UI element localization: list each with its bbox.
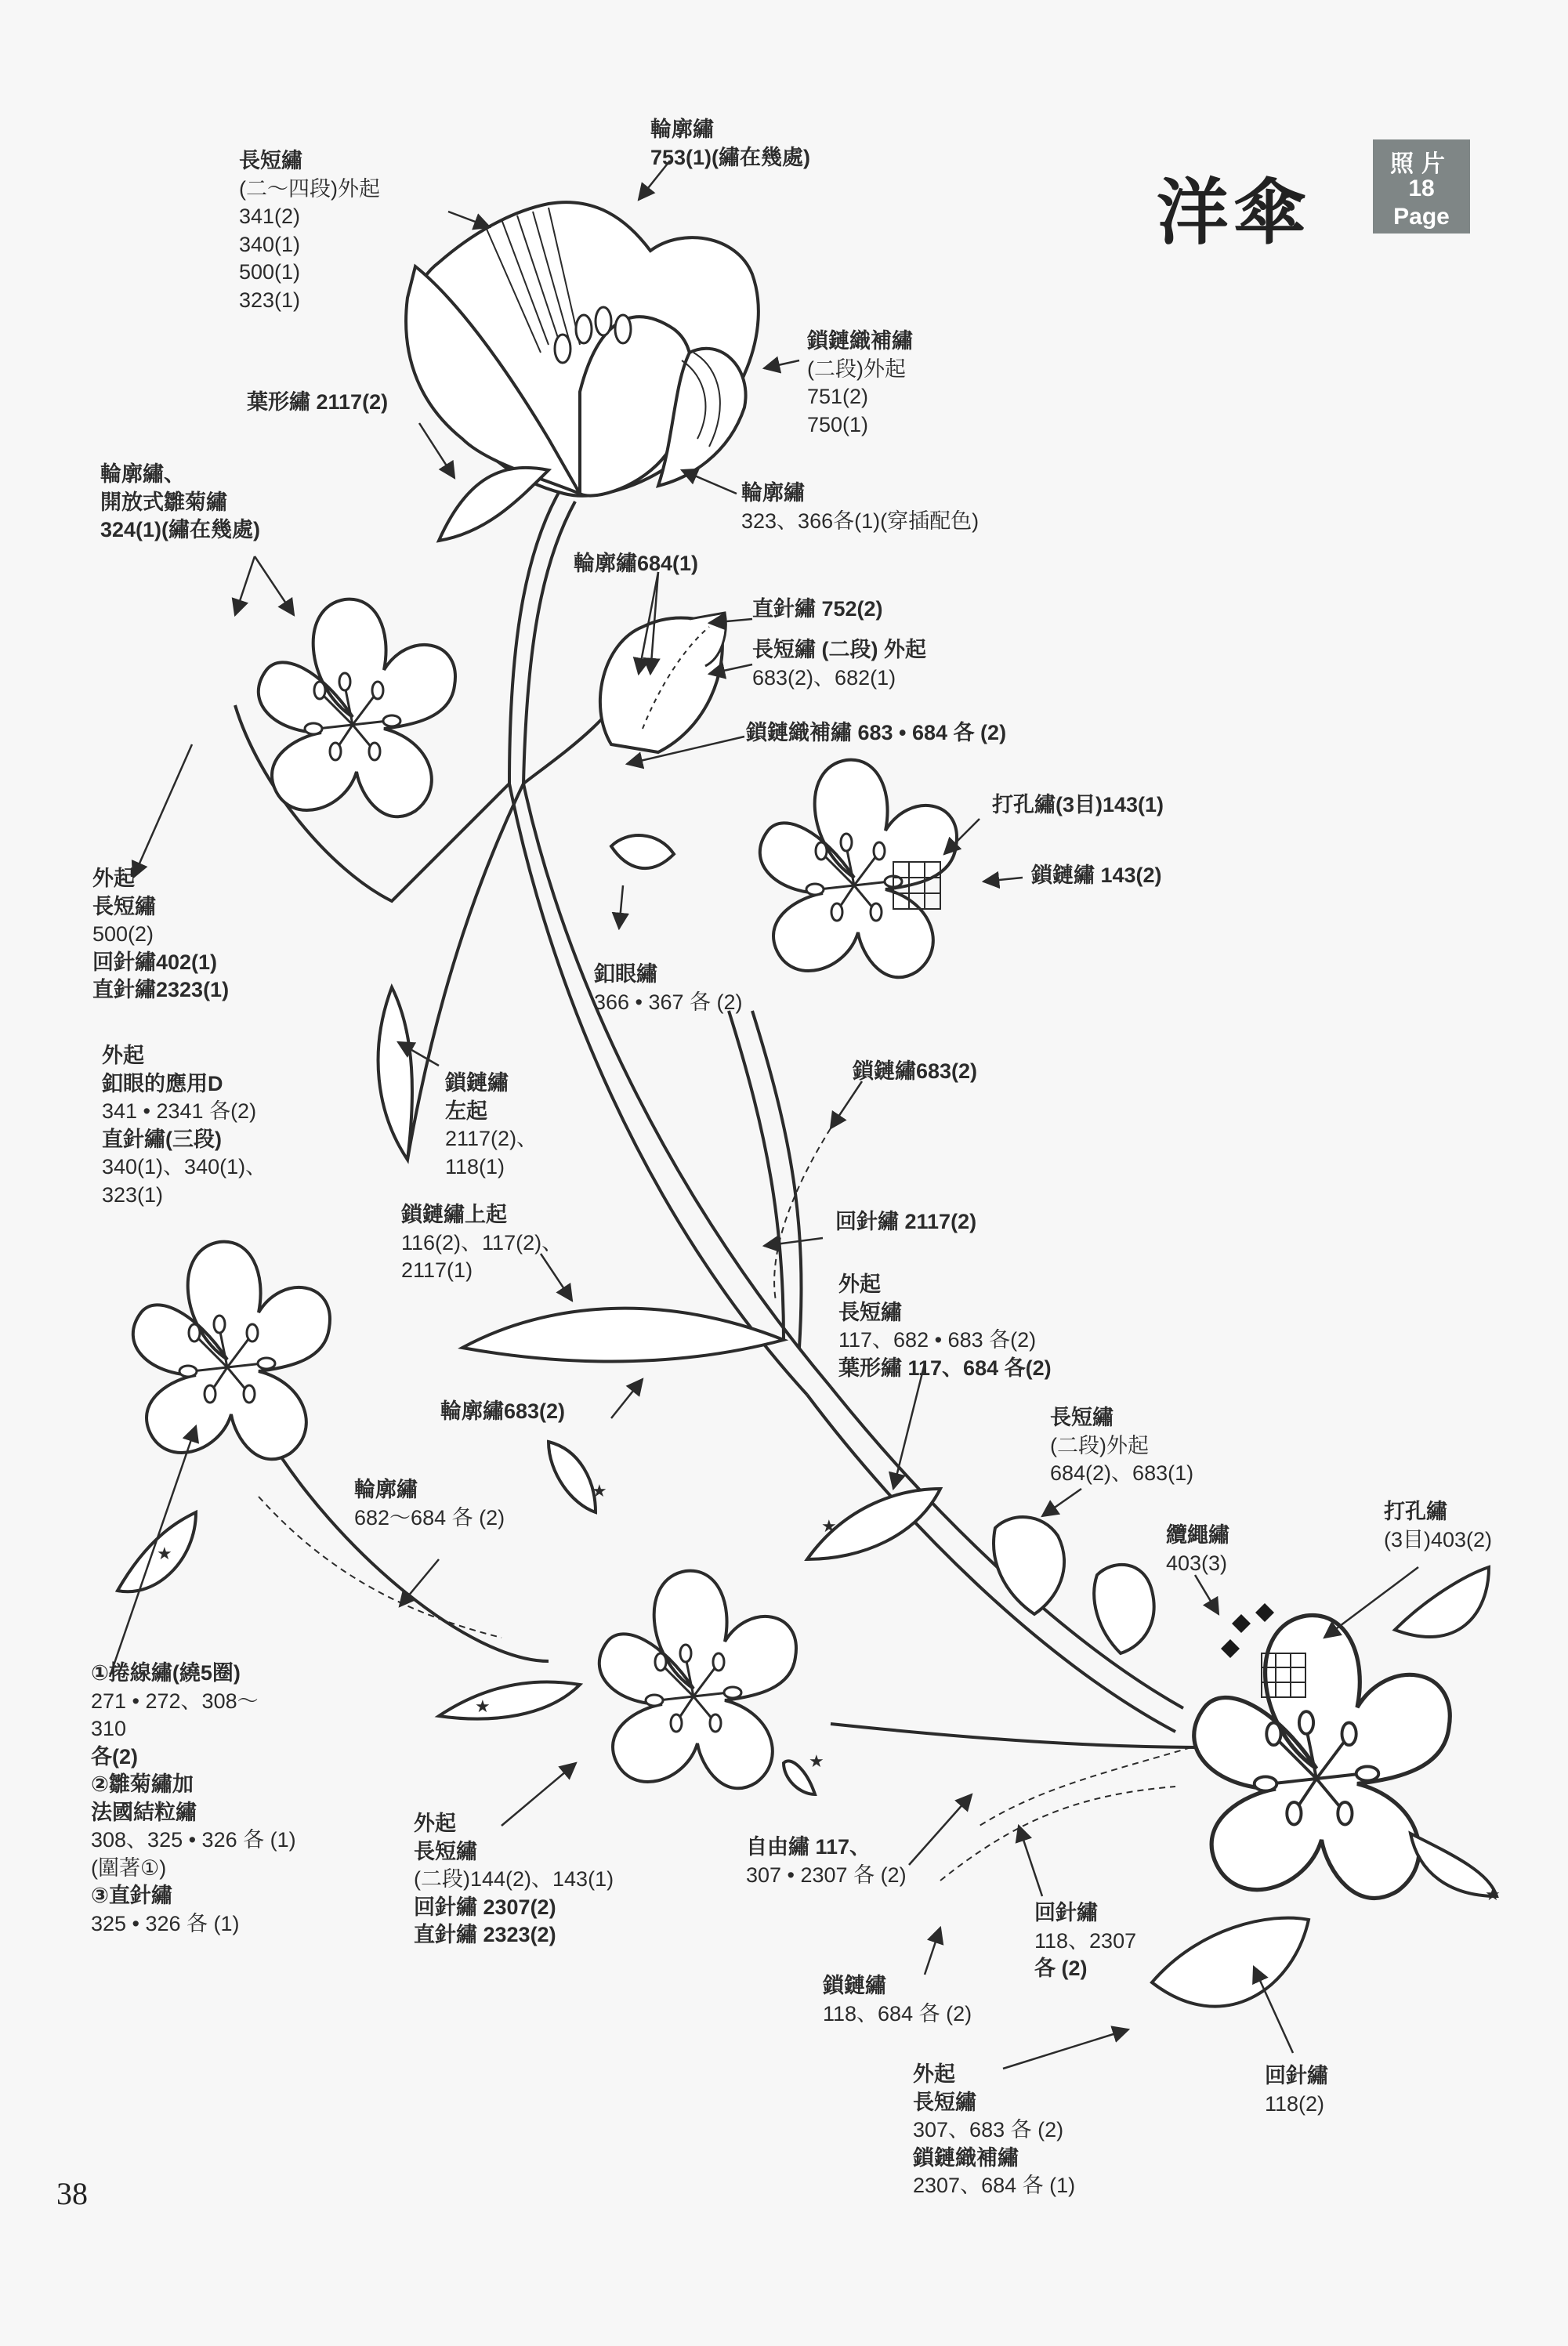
annotation-line: (二～四段)外起: [239, 176, 380, 201]
annotation-left-outline-daisy: [100, 461, 260, 545]
annotation-line: 打孔繡: [1384, 1500, 1447, 1523]
annotation-line: 753(1)(繡在幾處): [650, 145, 811, 169]
annotation-satin: [1166, 1522, 1229, 1577]
annotation-line: 308、325 • 326 各 (1): [91, 1828, 296, 1852]
middle-right-flower: [760, 760, 957, 978]
annotation-line: 直針繡(三段): [102, 1127, 222, 1151]
annotation-line: 外起: [913, 2062, 955, 2086]
annotation-line: 340(1)、340(1)、: [102, 1155, 267, 1178]
annotation-line: 長短繡: [913, 2090, 976, 2114]
annotation-line: 683(2)、682(1): [752, 665, 896, 690]
annotation-top-outline: [650, 116, 810, 172]
svg-text:★: ★: [157, 1544, 172, 1564]
annotation-bud-straight: [752, 596, 883, 624]
annotation-line: 366 • 367 各 (2): [594, 990, 743, 1014]
annotation-line: 341(2): [239, 205, 301, 228]
annotation-bottom-chain: [823, 1972, 972, 2028]
annotation-bottom-back-stitch: [1265, 2062, 1328, 2118]
annotation-line: 341 • 2341 各(2): [102, 1099, 257, 1123]
annotation-line: 307 • 2307 各 (2): [746, 1863, 907, 1887]
page-number: 38: [56, 2176, 88, 2211]
annotation-bud-long-short: [752, 636, 926, 692]
annotation-line: 回針繡 2307(2): [414, 1895, 556, 1919]
annotation-line: 回針繡402(1): [92, 950, 218, 974]
annotation-line: 340(1): [239, 232, 301, 256]
svg-text:★: ★: [592, 1482, 607, 1501]
annotation-line: 葉形繡 117、684 各(2): [838, 1356, 1052, 1380]
annotation-line: 外起: [102, 1044, 144, 1067]
annotation-line: 外起: [838, 1273, 881, 1296]
annotation-line: 271 • 272、308～: [91, 1689, 259, 1713]
annotation-center-flower: [414, 1810, 614, 1950]
annotation-line: 鎖鏈織補繡: [913, 2145, 1019, 2170]
annotation-line: 長短繡: [239, 149, 302, 172]
annotation-line: 外起: [414, 1812, 456, 1835]
annotation-line: 500(2): [92, 922, 154, 946]
annotation-line: 118、684 各 (2): [823, 2001, 972, 2026]
annotation-line: 鎖鏈繡: [823, 1974, 886, 1997]
annotation-line: 鎖鏈繡 143(2): [1031, 863, 1162, 887]
annotation-line: 325 • 326 各 (1): [91, 1911, 240, 1935]
annotation-line: ①捲線繡(繞5圈): [91, 1661, 241, 1685]
annotation-line: 回針繡: [1265, 2064, 1328, 2087]
annotation-line: ②雛菊繡加: [91, 1772, 194, 1796]
photo-reference-badge: [1373, 139, 1470, 234]
annotation-line: 751(2): [807, 385, 869, 408]
annotation-line: 鎖鏈織補繡 683 • 684 各 (2): [746, 721, 1007, 744]
annotation-line: 長短繡: [1050, 1406, 1114, 1429]
annotation-line: 輪廓繡684(1): [574, 552, 699, 575]
svg-text:★: ★: [1485, 1885, 1501, 1905]
annotation-mid-chain-2: [853, 1058, 977, 1086]
annotation-line: 回針繡 2117(2): [835, 1210, 977, 1233]
annotation-bud-outline: [574, 550, 698, 578]
annotation-line: 118(2): [1265, 2091, 1325, 2116]
annotation-line: 118、2307: [1034, 1928, 1137, 1953]
annotation-line: 310: [91, 1717, 127, 1740]
badge-label: 照片: [1390, 151, 1453, 177]
annotation-line: 纜繩繡: [1166, 1523, 1229, 1547]
page-title: 洋傘: [1157, 171, 1311, 255]
annotation-right-leaf: [838, 1271, 1052, 1382]
annotation-line: 307、683 各 (2): [913, 2118, 1064, 2141]
annotation-line: (二段)144(2)、143(1): [414, 1867, 614, 1891]
annotation-line: 左起: [445, 1099, 487, 1123]
annotation-line: 長短繡 (二段) 外起: [752, 638, 926, 661]
annotation-top-chain-filling: [807, 328, 913, 439]
annotation-line: (二段)外起: [1050, 1433, 1149, 1457]
annotation-line: 輪廓繡: [650, 118, 714, 141]
annotation-line: 長短繡: [838, 1300, 902, 1324]
leader-arrows: [110, 161, 1418, 2069]
annotation-lower-outline: [354, 1476, 505, 1532]
svg-text:★: ★: [821, 1517, 837, 1537]
annotation-line: 輪廓繡: [741, 481, 805, 505]
annotation-line: 323(1): [102, 1182, 164, 1207]
satin-diamonds: [1221, 1603, 1274, 1658]
annotation-line: 輪廓繡683(2): [440, 1399, 566, 1423]
annotation-buttonhole: [594, 961, 743, 1016]
annotation-lower-left-flower: [102, 1042, 266, 1209]
annotation-line: 釦眼的應用D: [102, 1071, 223, 1095]
annotation-line: 2307、684 各 (1): [913, 2174, 1076, 2197]
badge-page: Page: [1393, 204, 1450, 230]
annotation-line: 外起: [92, 867, 135, 890]
annotation-line: 117、682 • 683 各(2): [838, 1328, 1037, 1352]
annotation-line: 各(2): [91, 1744, 138, 1769]
annotation-line: 葉形繡 2117(2): [247, 390, 389, 414]
annotation-line: 打孔繡(3目)143(1): [992, 793, 1164, 816]
annotation-right-back-stitch: [1034, 1899, 1136, 1983]
left-upper-flower: [259, 599, 455, 817]
bud: [600, 613, 726, 752]
annotation-line: 323(1): [239, 288, 301, 312]
annotation-line: 116(2)、117(2)、: [401, 1230, 563, 1254]
annotation-line: ③直針繡: [91, 1884, 172, 1907]
annotation-line: 鎖鏈繡上起: [401, 1203, 507, 1226]
annotation-line: 長短繡: [414, 1839, 477, 1863]
annotation-right-eyelet: [1384, 1498, 1492, 1554]
annotation-line: 鎖鏈繡: [445, 1071, 509, 1095]
annotation-line: 鎖鏈織補繡: [807, 329, 913, 353]
annotation-line: 直針繡 2323(2): [414, 1923, 556, 1946]
annotation-left-flower: [92, 865, 229, 1005]
annotation-leaf-outline: [440, 1398, 565, 1426]
annotation-center-legend: [91, 1660, 296, 1938]
annotation-line: 403(3): [1166, 1551, 1228, 1575]
annotation-line: 682～684 各 (2): [354, 1505, 505, 1530]
annotation-top-long-short: [239, 147, 380, 314]
annotation-line: (3目)403(2): [1384, 1527, 1493, 1551]
annotation-mid-chain: [1031, 862, 1162, 890]
annotation-bottom-leaf: [913, 2061, 1075, 2200]
annotation-line: (圍著①): [91, 1855, 167, 1880]
badge-number: 18: [1408, 176, 1435, 201]
annotation-free-stitch: [746, 1834, 907, 1889]
svg-text:★: ★: [809, 1752, 824, 1772]
annotation-line: 直針繡2323(1): [92, 978, 230, 1001]
annotation-line: 118(1): [445, 1154, 505, 1178]
annotation-leaf-chain-up: [401, 1201, 563, 1285]
annotation-right-bud: [1050, 1404, 1193, 1488]
annotation-line: 輪廓繡: [354, 1478, 418, 1501]
annotation-line: 輪廓繡、: [100, 462, 185, 486]
annotation-line: 法國結粒繡: [91, 1800, 197, 1824]
annotation-line: 直針繡 752(2): [752, 597, 883, 621]
annotation-line: 自由繡 117、: [746, 1835, 871, 1859]
annotation-line: 各 (2): [1034, 1957, 1088, 1980]
annotation-line: 750(1): [807, 412, 869, 436]
annotation-line: 開放式雛菊繡: [100, 490, 227, 514]
annotation-mid-eyelet: [992, 791, 1164, 820]
annotation-line: 回針繡: [1034, 1901, 1098, 1924]
annotation-top-leaf: [247, 389, 388, 417]
annotation-left-chain: [445, 1070, 538, 1181]
annotation-line: 324(1)(繡在幾處): [100, 518, 261, 541]
annotation-back-stitch-stem: [835, 1208, 976, 1236]
svg-text:★: ★: [475, 1697, 491, 1717]
annotation-bud-chain-filling: [746, 719, 1006, 748]
annotation-line: 2117(2)、: [445, 1127, 538, 1150]
large-right-flower: [1194, 1616, 1450, 1899]
annotation-line: 釦眼繡: [594, 962, 657, 986]
annotation-line: 684(2)、683(1): [1050, 1461, 1194, 1485]
annotation-top-outline-2: [741, 480, 979, 535]
lower-left-flower: [133, 1242, 330, 1460]
annotation-line: 500(1): [239, 260, 301, 284]
annotation-line: 長短繡: [92, 894, 156, 918]
center-flower: [599, 1571, 796, 1789]
top-flower: [406, 202, 759, 496]
annotation-line: 323、366各(1)(穿插配色): [741, 509, 980, 533]
annotation-line: (二段)外起: [807, 357, 906, 381]
annotation-line: 2117(1): [401, 1258, 473, 1282]
annotation-line: 鎖鏈繡683(2): [853, 1059, 978, 1083]
